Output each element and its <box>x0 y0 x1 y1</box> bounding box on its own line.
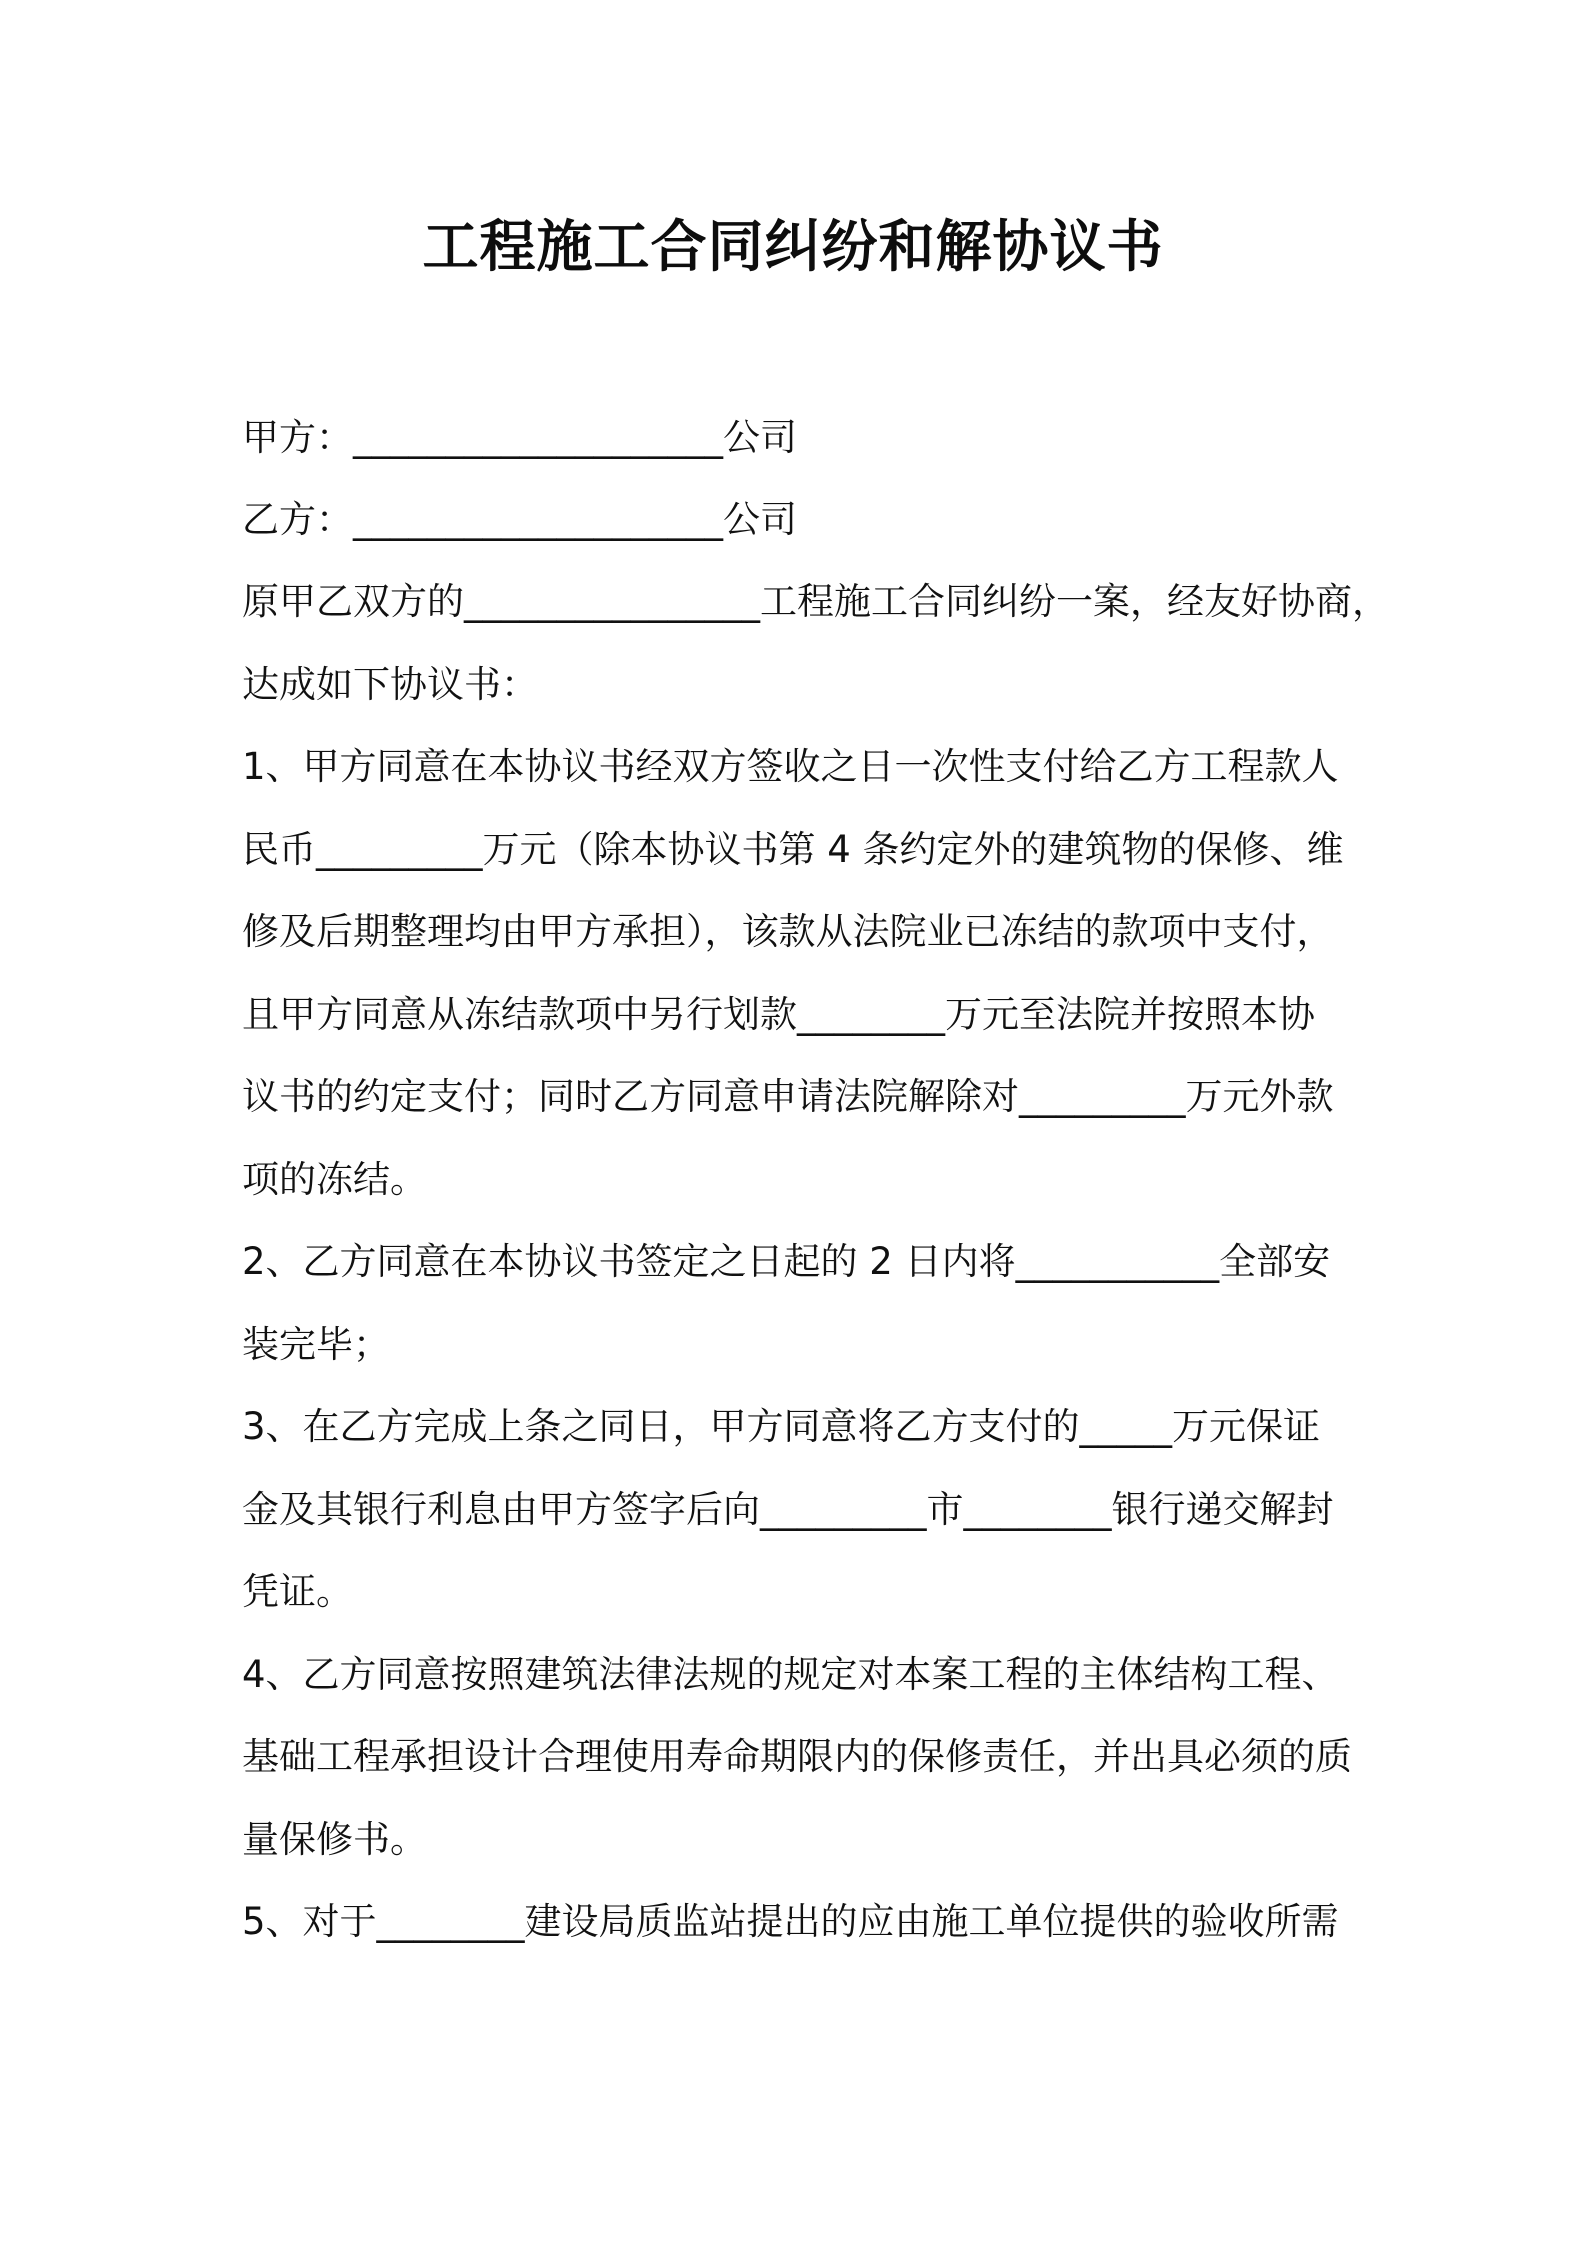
clause-3-line: 3、在乙方完成上条之同日，甲方同意将乙方支付的_____万元保证 <box>242 1405 1321 1448</box>
clause-1-line: 民币_________万元（除本协议书第 4 条约定外的建筑物的保修、维 <box>242 828 1344 871</box>
party-a-line: 甲方：____________________公司 <box>242 416 797 459</box>
clause-1-line: 1、甲方同意在本协议书经双方签收之日一次性支付给乙方工程款人 <box>242 745 1339 788</box>
clause-4-line: 基础工程承担设计合理使用寿命期限内的保修责任，并出具必须的质 <box>242 1735 1352 1778</box>
clause-4-line: 4、乙方同意按照建筑法律法规的规定对本案工程的主体结构工程、 <box>242 1653 1339 1696</box>
party-b-line: 乙方：____________________公司 <box>242 498 797 541</box>
clause-3-line: 金及其银行利息由甲方签字后向_________市________银行递交解封 <box>242 1488 1334 1531</box>
paragraph-line: 达成如下协议书： <box>242 663 538 706</box>
clause-2-line: 2、乙方同意在本协议书签定之日起的 2 日内将___________全部安 <box>242 1240 1331 1283</box>
clause-5-line: 5、对于________建设局质监站提出的应由施工单位提供的验收所需 <box>242 1900 1339 1943</box>
clause-3-line: 凭证。 <box>242 1570 353 1613</box>
clause-4-line: 量保修书。 <box>242 1818 427 1861</box>
clause-2-line: 装完毕； <box>242 1323 390 1366</box>
clause-1-line: 议书的约定支付；同时乙方同意申请法院解除对_________万元外款 <box>242 1075 1334 1118</box>
document-title: 工程施工合同纠纷和解协议书 <box>422 215 1164 280</box>
clause-1-line: 项的冻结。 <box>242 1158 427 1201</box>
clause-1-line: 修及后期整理均由甲方承担），该款从法院业已冻结的款项中支付， <box>242 910 1334 953</box>
clause-1-line: 且甲方同意从冻结款项中另行划款________万元至法院并按照本协 <box>242 993 1315 1036</box>
paragraph-line: 原甲乙双方的________________工程施工合同纠纷一案，经友好协商， <box>242 580 1389 623</box>
